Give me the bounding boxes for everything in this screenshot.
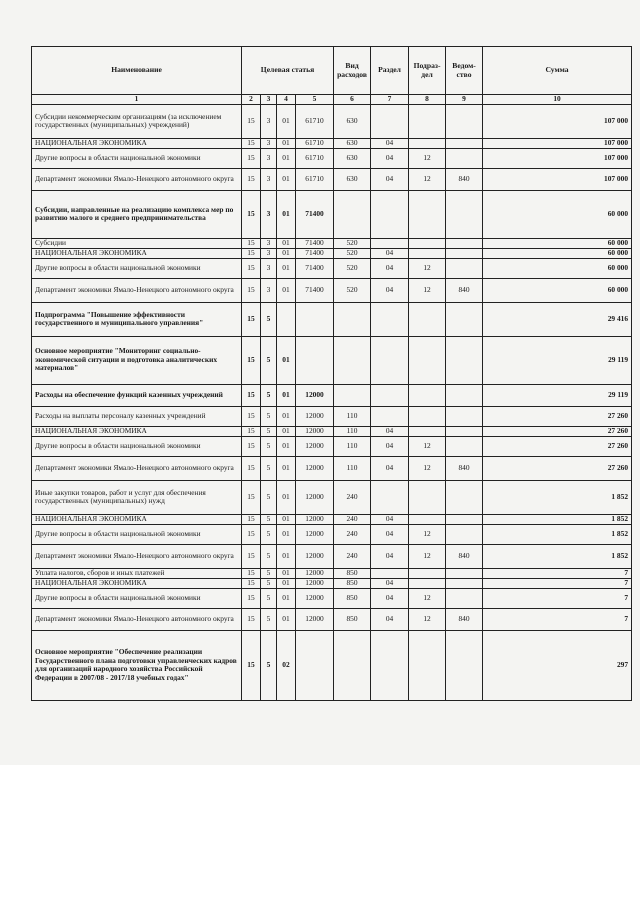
cell-direction: 12000 bbox=[296, 544, 334, 568]
cell-subprogram: 5 bbox=[261, 336, 277, 384]
cell-section bbox=[371, 336, 409, 384]
cell-section bbox=[371, 238, 409, 248]
cell-department: 840 bbox=[446, 608, 483, 630]
table-row bbox=[32, 630, 632, 700]
cell-program: 15 bbox=[242, 168, 261, 190]
cell-subprogram: 3 bbox=[261, 258, 277, 278]
table-row bbox=[32, 302, 632, 336]
cell-subprogram: 3 bbox=[261, 104, 277, 138]
cell-section: 04 bbox=[371, 138, 409, 148]
cell-subprogram: 5 bbox=[261, 480, 277, 514]
cell-department bbox=[446, 258, 483, 278]
cell-section bbox=[371, 190, 409, 238]
cell-section bbox=[371, 568, 409, 578]
cell-section bbox=[371, 104, 409, 138]
cell-section: 04 bbox=[371, 248, 409, 258]
cell-name: Департамент экономики Ямало-Ненецкого автономного округа bbox=[32, 168, 242, 190]
cell-activity: 01 bbox=[277, 258, 296, 278]
cell-subsection bbox=[409, 406, 446, 426]
cell-section bbox=[371, 384, 409, 406]
cell-activity: 01 bbox=[277, 608, 296, 630]
cell-subprogram: 3 bbox=[261, 278, 277, 302]
cell-program: 15 bbox=[242, 480, 261, 514]
cell-subsection: 12 bbox=[409, 436, 446, 456]
cell-expense-type: 240 bbox=[334, 480, 371, 514]
cell-section: 04 bbox=[371, 436, 409, 456]
cell-amount: 107 000 bbox=[483, 104, 632, 138]
header-department: Ведом-ство bbox=[446, 47, 483, 95]
cell-subprogram: 5 bbox=[261, 436, 277, 456]
cell-activity: 01 bbox=[277, 238, 296, 248]
cell-department bbox=[446, 514, 483, 524]
cell-program: 15 bbox=[242, 248, 261, 258]
table-row bbox=[32, 148, 632, 168]
header-amount: Сумма bbox=[483, 47, 632, 95]
cell-name: НАЦИОНАЛЬНАЯ ЭКОНОМИКА bbox=[32, 426, 242, 436]
column-index-cell: 4 bbox=[277, 95, 296, 105]
cell-subsection bbox=[409, 104, 446, 138]
cell-section: 04 bbox=[371, 544, 409, 568]
cell-amount: 60 000 bbox=[483, 190, 632, 238]
cell-program: 15 bbox=[242, 104, 261, 138]
cell-subsection: 12 bbox=[409, 148, 446, 168]
cell-name: НАЦИОНАЛЬНАЯ ЭКОНОМИКА bbox=[32, 248, 242, 258]
cell-name: Другие вопросы в области национальной экономики bbox=[32, 148, 242, 168]
cell-direction bbox=[296, 630, 334, 700]
cell-subprogram: 5 bbox=[261, 568, 277, 578]
cell-program: 15 bbox=[242, 568, 261, 578]
cell-subsection bbox=[409, 138, 446, 148]
cell-amount: 7 bbox=[483, 608, 632, 630]
cell-direction: 71400 bbox=[296, 258, 334, 278]
cell-amount: 60 000 bbox=[483, 258, 632, 278]
cell-department bbox=[446, 302, 483, 336]
cell-subprogram: 5 bbox=[261, 426, 277, 436]
cell-subprogram: 5 bbox=[261, 630, 277, 700]
cell-expense-type: 110 bbox=[334, 456, 371, 480]
page-margin bbox=[0, 765, 640, 905]
cell-name: Субсидии, направленные на реализацию комплекса мер по развитию малого и среднего предпринимательства bbox=[32, 190, 242, 238]
cell-name: НАЦИОНАЛЬНАЯ ЭКОНОМИКА bbox=[32, 514, 242, 524]
cell-activity: 01 bbox=[277, 384, 296, 406]
table-row bbox=[32, 456, 632, 480]
cell-program: 15 bbox=[242, 302, 261, 336]
cell-program: 15 bbox=[242, 514, 261, 524]
cell-amount: 60 000 bbox=[483, 278, 632, 302]
cell-program: 15 bbox=[242, 588, 261, 608]
cell-activity: 01 bbox=[277, 248, 296, 258]
cell-name: Субсидии bbox=[32, 238, 242, 248]
header-target: Целевая статья bbox=[242, 47, 334, 95]
cell-subsection bbox=[409, 578, 446, 588]
cell-program: 15 bbox=[242, 258, 261, 278]
cell-direction: 71400 bbox=[296, 238, 334, 248]
cell-subprogram: 3 bbox=[261, 190, 277, 238]
cell-name: Основное мероприятие "Мониторинг социально-экономической ситуации и подготовка аналитических материалов" bbox=[32, 336, 242, 384]
cell-subprogram: 3 bbox=[261, 148, 277, 168]
cell-department bbox=[446, 406, 483, 426]
cell-section: 04 bbox=[371, 456, 409, 480]
table-row bbox=[32, 588, 632, 608]
cell-direction: 12000 bbox=[296, 568, 334, 578]
cell-program: 15 bbox=[242, 406, 261, 426]
cell-department bbox=[446, 426, 483, 436]
cell-name: НАЦИОНАЛЬНАЯ ЭКОНОМИКА bbox=[32, 138, 242, 148]
cell-subprogram: 3 bbox=[261, 238, 277, 248]
cell-section bbox=[371, 302, 409, 336]
cell-subsection bbox=[409, 426, 446, 436]
cell-expense-type: 850 bbox=[334, 568, 371, 578]
cell-amount: 7 bbox=[483, 588, 632, 608]
cell-subprogram: 5 bbox=[261, 544, 277, 568]
cell-program: 15 bbox=[242, 238, 261, 248]
cell-direction: 61710 bbox=[296, 104, 334, 138]
table-row bbox=[32, 426, 632, 436]
column-index-cell: 2 bbox=[242, 95, 261, 105]
table-row bbox=[32, 406, 632, 426]
cell-subprogram: 5 bbox=[261, 302, 277, 336]
cell-department bbox=[446, 384, 483, 406]
cell-section bbox=[371, 630, 409, 700]
table-row bbox=[32, 248, 632, 258]
table-row bbox=[32, 278, 632, 302]
cell-activity: 01 bbox=[277, 104, 296, 138]
cell-activity: 01 bbox=[277, 524, 296, 544]
cell-amount: 107 000 bbox=[483, 148, 632, 168]
cell-direction: 61710 bbox=[296, 148, 334, 168]
cell-section bbox=[371, 480, 409, 514]
header-subsection: Подраз-дел bbox=[409, 47, 446, 95]
cell-name: Иные закупки товаров, работ и услуг для обеспечения государственных (муниципальных) нужд bbox=[32, 480, 242, 514]
cell-department bbox=[446, 248, 483, 258]
cell-direction: 12000 bbox=[296, 426, 334, 436]
cell-department bbox=[446, 524, 483, 544]
cell-expense-type: 520 bbox=[334, 278, 371, 302]
cell-name: Уплата налогов, сборов и иных платежей bbox=[32, 568, 242, 578]
cell-subprogram: 5 bbox=[261, 384, 277, 406]
cell-subsection: 12 bbox=[409, 524, 446, 544]
cell-department: 840 bbox=[446, 278, 483, 302]
cell-activity: 01 bbox=[277, 426, 296, 436]
cell-amount: 27 260 bbox=[483, 426, 632, 436]
cell-name: Основное мероприятие "Обеспечение реализации Государственного плана подготовки управленческих кадров для организаций народного хозяйства Российской Федерации в 2007/08 - 2017/18 учебных годах" bbox=[32, 630, 242, 700]
cell-activity: 01 bbox=[277, 578, 296, 588]
cell-name: Другие вопросы в области национальной экономики bbox=[32, 524, 242, 544]
cell-activity bbox=[277, 302, 296, 336]
cell-activity: 01 bbox=[277, 588, 296, 608]
table-row bbox=[32, 544, 632, 568]
cell-name: НАЦИОНАЛЬНАЯ ЭКОНОМИКА bbox=[32, 578, 242, 588]
cell-expense-type bbox=[334, 384, 371, 406]
cell-expense-type: 110 bbox=[334, 436, 371, 456]
cell-department bbox=[446, 238, 483, 248]
cell-name: Департамент экономики Ямало-Ненецкого автономного округа bbox=[32, 544, 242, 568]
cell-amount: 27 260 bbox=[483, 436, 632, 456]
table-row bbox=[32, 258, 632, 278]
cell-department bbox=[446, 148, 483, 168]
table-row bbox=[32, 104, 632, 138]
cell-activity: 01 bbox=[277, 336, 296, 384]
cell-expense-type bbox=[334, 190, 371, 238]
cell-department: 840 bbox=[446, 456, 483, 480]
cell-amount: 60 000 bbox=[483, 248, 632, 258]
header-row bbox=[32, 47, 632, 95]
cell-activity: 01 bbox=[277, 436, 296, 456]
cell-amount: 1 852 bbox=[483, 480, 632, 514]
cell-expense-type: 240 bbox=[334, 514, 371, 524]
cell-subprogram: 5 bbox=[261, 588, 277, 608]
column-index-cell: 5 bbox=[296, 95, 334, 105]
cell-subsection: 12 bbox=[409, 588, 446, 608]
cell-subsection bbox=[409, 630, 446, 700]
cell-name: Другие вопросы в области национальной экономики bbox=[32, 258, 242, 278]
header-name: Наименование bbox=[32, 47, 242, 95]
cell-amount: 29 119 bbox=[483, 384, 632, 406]
cell-subprogram: 5 bbox=[261, 456, 277, 480]
cell-department bbox=[446, 568, 483, 578]
cell-expense-type: 240 bbox=[334, 524, 371, 544]
cell-department bbox=[446, 336, 483, 384]
cell-subsection bbox=[409, 190, 446, 238]
cell-program: 15 bbox=[242, 608, 261, 630]
cell-expense-type: 630 bbox=[334, 104, 371, 138]
cell-amount: 7 bbox=[483, 568, 632, 578]
cell-subsection bbox=[409, 248, 446, 258]
cell-activity: 01 bbox=[277, 544, 296, 568]
cell-name: Департамент экономики Ямало-Ненецкого автономного округа bbox=[32, 278, 242, 302]
table-row bbox=[32, 238, 632, 248]
column-index-cell: 7 bbox=[371, 95, 409, 105]
cell-expense-type: 630 bbox=[334, 168, 371, 190]
cell-direction: 12000 bbox=[296, 456, 334, 480]
cell-department bbox=[446, 480, 483, 514]
column-index-cell: 6 bbox=[334, 95, 371, 105]
cell-department bbox=[446, 104, 483, 138]
cell-activity: 01 bbox=[277, 568, 296, 578]
cell-name: Другие вопросы в области национальной экономики bbox=[32, 436, 242, 456]
cell-expense-type: 520 bbox=[334, 248, 371, 258]
cell-department bbox=[446, 578, 483, 588]
cell-program: 15 bbox=[242, 278, 261, 302]
column-index-cell: 1 bbox=[32, 95, 242, 105]
cell-section: 04 bbox=[371, 608, 409, 630]
cell-program: 15 bbox=[242, 524, 261, 544]
cell-program: 15 bbox=[242, 384, 261, 406]
cell-subsection: 12 bbox=[409, 608, 446, 630]
cell-subsection bbox=[409, 384, 446, 406]
cell-section: 04 bbox=[371, 588, 409, 608]
cell-direction: 12000 bbox=[296, 514, 334, 524]
cell-expense-type: 850 bbox=[334, 588, 371, 608]
cell-direction: 61710 bbox=[296, 138, 334, 148]
cell-amount: 1 852 bbox=[483, 544, 632, 568]
column-index-row bbox=[32, 95, 632, 105]
cell-amount: 60 000 bbox=[483, 238, 632, 248]
cell-subsection bbox=[409, 302, 446, 336]
cell-name: Департамент экономики Ямало-Ненецкого автономного округа bbox=[32, 608, 242, 630]
cell-direction: 12000 bbox=[296, 406, 334, 426]
cell-amount: 1 852 bbox=[483, 514, 632, 524]
cell-activity: 01 bbox=[277, 456, 296, 480]
cell-direction bbox=[296, 302, 334, 336]
cell-name: Подпрограмма "Повышение эффективности государственного и муниципального управления" bbox=[32, 302, 242, 336]
cell-activity: 01 bbox=[277, 148, 296, 168]
cell-expense-type: 520 bbox=[334, 258, 371, 278]
cell-subprogram: 3 bbox=[261, 138, 277, 148]
column-index-cell: 8 bbox=[409, 95, 446, 105]
cell-subsection bbox=[409, 514, 446, 524]
cell-expense-type: 850 bbox=[334, 608, 371, 630]
cell-amount: 27 260 bbox=[483, 406, 632, 426]
cell-activity: 01 bbox=[277, 168, 296, 190]
cell-section: 04 bbox=[371, 578, 409, 588]
cell-expense-type: 240 bbox=[334, 544, 371, 568]
cell-section: 04 bbox=[371, 148, 409, 168]
cell-name: Департамент экономики Ямало-Ненецкого автономного округа bbox=[32, 456, 242, 480]
cell-section: 04 bbox=[371, 258, 409, 278]
cell-program: 15 bbox=[242, 544, 261, 568]
cell-department bbox=[446, 588, 483, 608]
cell-department bbox=[446, 630, 483, 700]
table-row bbox=[32, 480, 632, 514]
cell-subprogram: 3 bbox=[261, 248, 277, 258]
cell-subsection bbox=[409, 568, 446, 578]
cell-direction bbox=[296, 336, 334, 384]
cell-program: 15 bbox=[242, 456, 261, 480]
cell-amount: 297 bbox=[483, 630, 632, 700]
cell-name: Другие вопросы в области национальной экономики bbox=[32, 588, 242, 608]
cell-program: 15 bbox=[242, 336, 261, 384]
table-row bbox=[32, 524, 632, 544]
table-row bbox=[32, 138, 632, 148]
table-row bbox=[32, 384, 632, 406]
cell-section: 04 bbox=[371, 168, 409, 190]
cell-expense-type: 850 bbox=[334, 578, 371, 588]
cell-subsection: 12 bbox=[409, 258, 446, 278]
cell-department: 840 bbox=[446, 168, 483, 190]
cell-expense-type: 110 bbox=[334, 426, 371, 436]
cell-direction: 61710 bbox=[296, 168, 334, 190]
cell-subsection: 12 bbox=[409, 168, 446, 190]
cell-direction: 12000 bbox=[296, 608, 334, 630]
table-row bbox=[32, 608, 632, 630]
cell-department bbox=[446, 190, 483, 238]
cell-subprogram: 5 bbox=[261, 578, 277, 588]
cell-direction: 71400 bbox=[296, 278, 334, 302]
cell-department bbox=[446, 436, 483, 456]
cell-expense-type: 110 bbox=[334, 406, 371, 426]
column-index-cell: 10 bbox=[483, 95, 632, 105]
cell-program: 15 bbox=[242, 426, 261, 436]
cell-department: 840 bbox=[446, 544, 483, 568]
table-row bbox=[32, 190, 632, 238]
cell-section: 04 bbox=[371, 426, 409, 436]
cell-activity: 01 bbox=[277, 514, 296, 524]
cell-activity: 01 bbox=[277, 480, 296, 514]
cell-expense-type bbox=[334, 630, 371, 700]
cell-section bbox=[371, 406, 409, 426]
table-body bbox=[32, 104, 632, 700]
cell-subsection bbox=[409, 238, 446, 248]
cell-section: 04 bbox=[371, 524, 409, 544]
cell-amount: 29 416 bbox=[483, 302, 632, 336]
cell-direction: 12000 bbox=[296, 524, 334, 544]
cell-department bbox=[446, 138, 483, 148]
cell-activity: 02 bbox=[277, 630, 296, 700]
cell-amount: 7 bbox=[483, 578, 632, 588]
cell-direction: 12000 bbox=[296, 588, 334, 608]
cell-subprogram: 5 bbox=[261, 514, 277, 524]
column-index-cell: 9 bbox=[446, 95, 483, 105]
cell-activity: 01 bbox=[277, 278, 296, 302]
cell-subprogram: 5 bbox=[261, 608, 277, 630]
table-row bbox=[32, 514, 632, 524]
cell-name: Субсидии некоммерческим организациям (за исключением государственных (муниципальных) учреждений) bbox=[32, 104, 242, 138]
table-row bbox=[32, 336, 632, 384]
cell-subprogram: 5 bbox=[261, 406, 277, 426]
cell-expense-type: 630 bbox=[334, 148, 371, 168]
cell-activity: 01 bbox=[277, 138, 296, 148]
cell-expense-type bbox=[334, 302, 371, 336]
cell-subsection bbox=[409, 480, 446, 514]
cell-section: 04 bbox=[371, 514, 409, 524]
cell-direction: 12000 bbox=[296, 384, 334, 406]
cell-program: 15 bbox=[242, 190, 261, 238]
cell-amount: 29 119 bbox=[483, 336, 632, 384]
cell-expense-type: 520 bbox=[334, 238, 371, 248]
cell-name: Расходы на выплаты персоналу казенных учреждений bbox=[32, 406, 242, 426]
table-row bbox=[32, 168, 632, 190]
cell-direction: 12000 bbox=[296, 436, 334, 456]
header-section: Раздел bbox=[371, 47, 409, 95]
cell-program: 15 bbox=[242, 148, 261, 168]
cell-amount: 27 260 bbox=[483, 456, 632, 480]
cell-direction: 12000 bbox=[296, 480, 334, 514]
cell-program: 15 bbox=[242, 138, 261, 148]
cell-direction: 71400 bbox=[296, 248, 334, 258]
cell-program: 15 bbox=[242, 578, 261, 588]
cell-subprogram: 5 bbox=[261, 524, 277, 544]
cell-subsection: 12 bbox=[409, 544, 446, 568]
header-expense-type: Вид расходов bbox=[334, 47, 371, 95]
cell-subsection: 12 bbox=[409, 278, 446, 302]
cell-expense-type: 630 bbox=[334, 138, 371, 148]
table-row bbox=[32, 578, 632, 588]
cell-amount: 1 852 bbox=[483, 524, 632, 544]
cell-program: 15 bbox=[242, 630, 261, 700]
cell-subsection: 12 bbox=[409, 456, 446, 480]
table-row bbox=[32, 568, 632, 578]
column-index-cell: 3 bbox=[261, 95, 277, 105]
cell-amount: 107 000 bbox=[483, 168, 632, 190]
table-row bbox=[32, 436, 632, 456]
cell-section: 04 bbox=[371, 278, 409, 302]
cell-activity: 01 bbox=[277, 406, 296, 426]
cell-activity: 01 bbox=[277, 190, 296, 238]
cell-name: Расходы на обеспечение функций казенных учреждений bbox=[32, 384, 242, 406]
cell-subprogram: 3 bbox=[261, 168, 277, 190]
budget-table bbox=[31, 46, 632, 701]
cell-direction: 71400 bbox=[296, 190, 334, 238]
cell-amount: 107 000 bbox=[483, 138, 632, 148]
cell-expense-type bbox=[334, 336, 371, 384]
cell-subsection bbox=[409, 336, 446, 384]
cell-program: 15 bbox=[242, 436, 261, 456]
cell-direction: 12000 bbox=[296, 578, 334, 588]
